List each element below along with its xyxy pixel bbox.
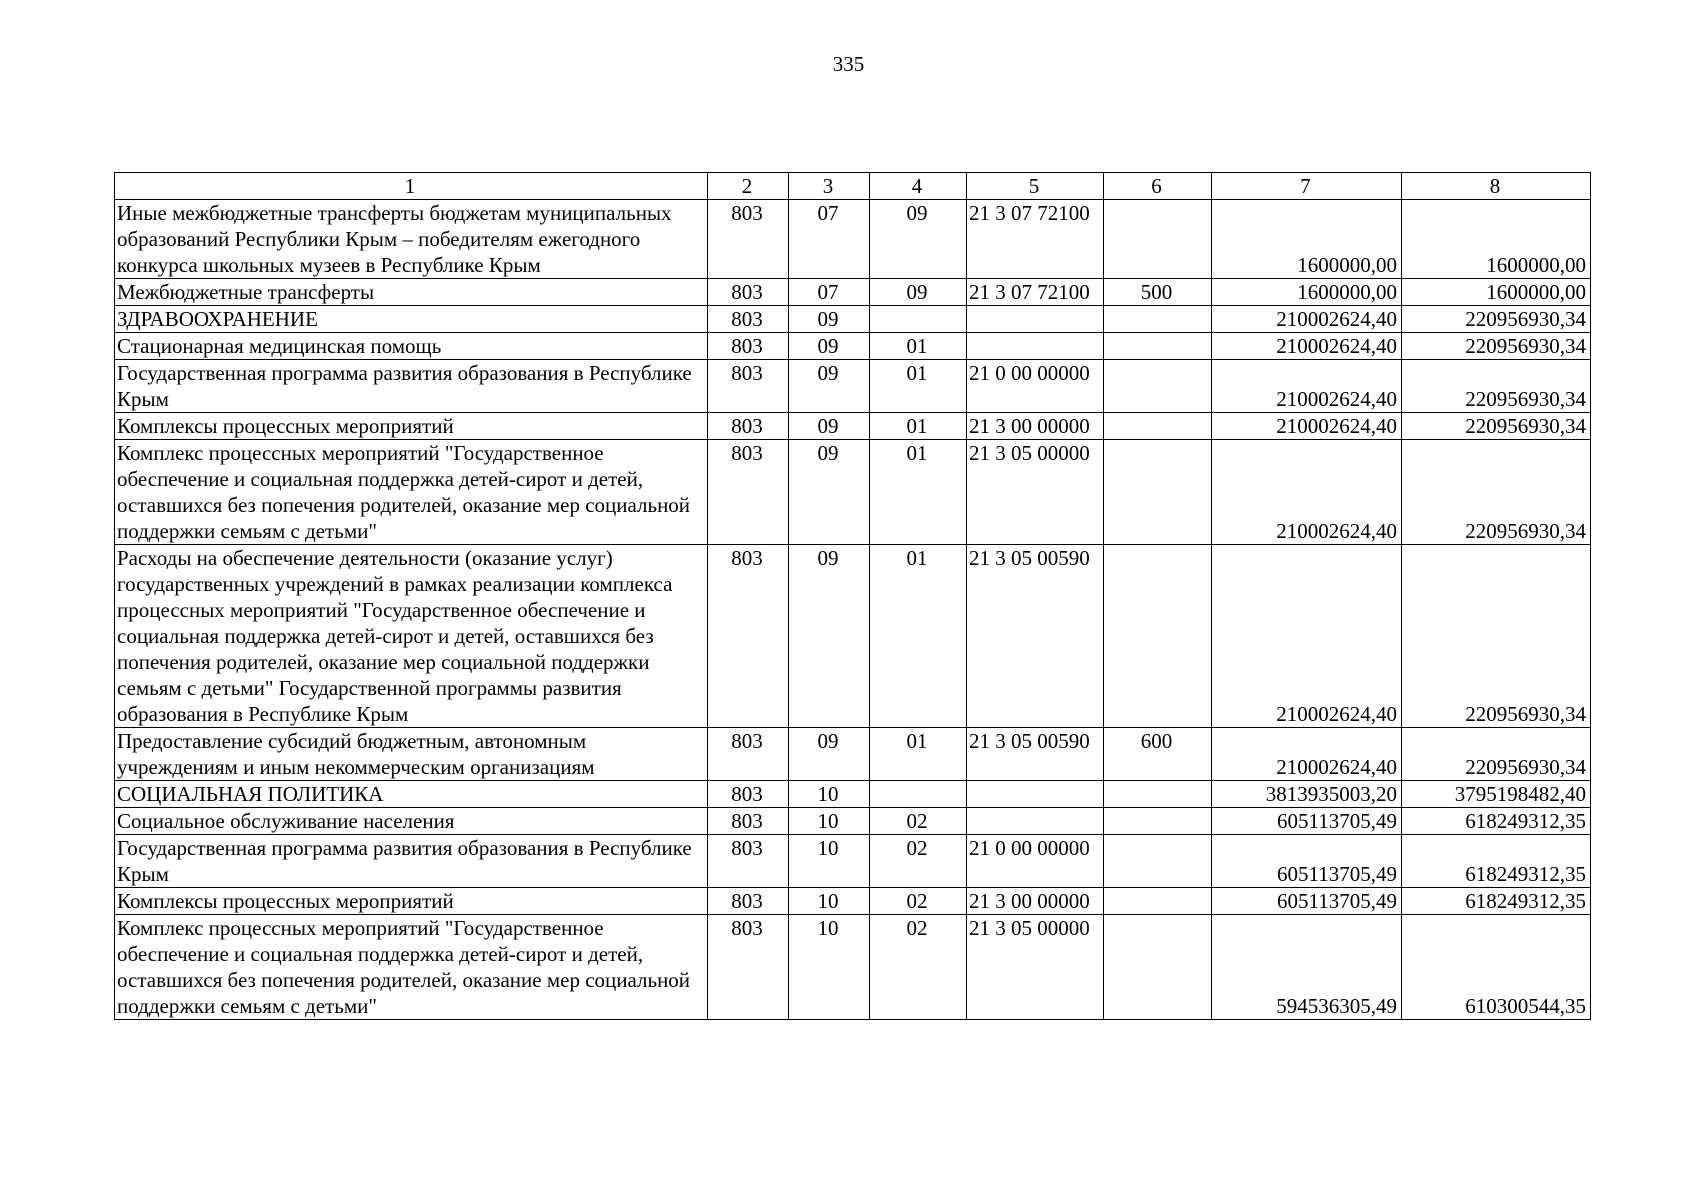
row-subsection-cell: 02 [870,808,967,835]
row-amount-2-cell: 618249312,35 [1402,888,1591,915]
row-subsection-cell: 02 [870,888,967,915]
row-section-cell: 07 [789,200,870,279]
row-expense-type-cell [1104,360,1212,413]
row-admin-code-cell: 803 [708,781,789,808]
header-cell-5: 5 [967,173,1104,200]
row-expense-type-cell [1104,333,1212,360]
row-amount-2-cell: 618249312,35 [1402,808,1591,835]
row-section-cell: 10 [789,835,870,888]
row-amount-2-cell: 220956930,34 [1402,413,1591,440]
row-section-cell: 09 [789,440,870,545]
row-expense-type-cell [1104,915,1212,1020]
row-expense-type-cell: 500 [1104,279,1212,306]
row-name-cell: ЗДРАВООХРАНЕНИЕ [115,306,708,333]
row-target-article-cell: 21 3 05 00000 [967,915,1104,1020]
row-name-cell: СОЦИАЛЬНАЯ ПОЛИТИКА [115,781,708,808]
row-amount-1-cell: 210002624,40 [1212,360,1402,413]
row-target-article-cell [967,808,1104,835]
row-target-article-cell: 21 3 00 00000 [967,413,1104,440]
row-amount-1-cell: 210002624,40 [1212,440,1402,545]
table-row [115,413,1591,440]
row-target-article-cell: 21 3 05 00590 [967,728,1104,781]
table-row [115,835,1591,888]
row-amount-1-cell: 594536305,49 [1212,915,1402,1020]
row-amount-2-cell: 220956930,34 [1402,306,1591,333]
row-name-cell: Расходы на обеспечение деятельности (оказание услуг) государственных учреждений в рамках реализации комплекса процессных мероприятий "Государственное обеспечение и социальная поддержка детей-сирот и детей, оставшихся без попечения родителей, оказание мер социальной поддержки семьям с детьми" Государственной программы развития образования в Республике Крым [115,545,708,728]
table-header-row [115,173,1591,200]
row-section-cell: 09 [789,360,870,413]
row-section-cell: 10 [789,915,870,1020]
row-section-cell: 09 [789,728,870,781]
table-row [115,808,1591,835]
table-row [115,440,1591,545]
table-row [115,888,1591,915]
row-section-cell: 09 [789,333,870,360]
row-admin-code-cell: 803 [708,279,789,306]
row-amount-2-cell: 610300544,35 [1402,915,1591,1020]
row-target-article-cell [967,333,1104,360]
row-section-cell: 10 [789,781,870,808]
row-expense-type-cell [1104,781,1212,808]
row-name-cell: Государственная программа развития образования в Республике Крым [115,835,708,888]
row-target-article-cell: 21 3 07 72100 [967,279,1104,306]
row-name-cell: Стационарная медицинская помощь [115,333,708,360]
row-subsection-cell: 01 [870,440,967,545]
row-subsection-cell: 01 [870,333,967,360]
row-amount-1-cell: 210002624,40 [1212,413,1402,440]
row-expense-type-cell [1104,306,1212,333]
row-subsection-cell [870,306,967,333]
row-amount-1-cell: 210002624,40 [1212,545,1402,728]
row-amount-2-cell: 618249312,35 [1402,835,1591,888]
row-name-cell: Иные межбюджетные трансферты бюджетам муниципальных образований Республики Крым – победителям ежегодного конкурса школьных музеев в Республике Крым [115,200,708,279]
row-amount-2-cell: 1600000,00 [1402,200,1591,279]
table-row [115,781,1591,808]
row-subsection-cell: 01 [870,728,967,781]
row-expense-type-cell [1104,808,1212,835]
row-admin-code-cell: 803 [708,333,789,360]
row-admin-code-cell: 803 [708,413,789,440]
row-expense-type-cell: 600 [1104,728,1212,781]
row-expense-type-cell [1104,835,1212,888]
row-name-cell: Комплекс процессных мероприятий "Государственное обеспечение и социальная поддержка детей-сирот и детей, оставшихся без попечения родителей, оказание мер социальной поддержки семьям с детьми" [115,440,708,545]
row-subsection-cell [870,781,967,808]
row-target-article-cell: 21 0 00 00000 [967,360,1104,413]
row-subsection-cell: 01 [870,360,967,413]
row-name-cell: Комплексы процессных мероприятий [115,888,708,915]
header-cell-8: 8 [1402,173,1591,200]
row-amount-1-cell: 605113705,49 [1212,888,1402,915]
row-admin-code-cell: 803 [708,728,789,781]
row-admin-code-cell: 803 [708,888,789,915]
row-admin-code-cell: 803 [708,440,789,545]
row-admin-code-cell: 803 [708,360,789,413]
header-cell-2: 2 [708,173,789,200]
row-name-cell: Социальное обслуживание населения [115,808,708,835]
row-name-cell: Комплекс процессных мероприятий "Государственное обеспечение и социальная поддержка детей-сирот и детей, оставшихся без попечения родителей, оказание мер социальной поддержки семьям с детьми" [115,915,708,1020]
row-amount-2-cell: 220956930,34 [1402,360,1591,413]
row-admin-code-cell: 803 [708,306,789,333]
row-target-article-cell: 21 3 05 00590 [967,545,1104,728]
table-body [115,173,1591,1020]
table-row [115,915,1591,1020]
row-admin-code-cell: 803 [708,835,789,888]
row-amount-1-cell: 210002624,40 [1212,306,1402,333]
row-expense-type-cell [1104,413,1212,440]
table-row [115,333,1591,360]
row-amount-1-cell: 1600000,00 [1212,200,1402,279]
row-section-cell: 07 [789,279,870,306]
header-cell-7: 7 [1212,173,1402,200]
row-amount-1-cell: 3813935003,20 [1212,781,1402,808]
row-target-article-cell: 21 3 00 00000 [967,888,1104,915]
header-cell-6: 6 [1104,173,1212,200]
row-expense-type-cell [1104,545,1212,728]
row-amount-1-cell: 605113705,49 [1212,808,1402,835]
header-cell-3: 3 [789,173,870,200]
row-name-cell: Государственная программа развития образования в Республике Крым [115,360,708,413]
row-expense-type-cell [1104,200,1212,279]
row-expense-type-cell [1104,440,1212,545]
row-amount-1-cell: 605113705,49 [1212,835,1402,888]
page-number: 335 [832,52,865,76]
row-section-cell: 09 [789,306,870,333]
header-cell-4: 4 [870,173,967,200]
row-amount-1-cell: 210002624,40 [1212,333,1402,360]
table-row [115,200,1591,279]
row-name-cell: Межбюджетные трансферты [115,279,708,306]
row-target-article-cell: 21 0 00 00000 [967,835,1104,888]
row-admin-code-cell: 803 [708,545,789,728]
budget-table [114,172,1591,1020]
row-section-cell: 10 [789,808,870,835]
row-name-cell: Комплексы процессных мероприятий [115,413,708,440]
header-cell-1: 1 [115,173,708,200]
row-section-cell: 10 [789,888,870,915]
row-subsection-cell: 01 [870,413,967,440]
row-target-article-cell: 21 3 05 00000 [967,440,1104,545]
row-admin-code-cell: 803 [708,915,789,1020]
row-amount-1-cell: 210002624,40 [1212,728,1402,781]
row-amount-2-cell: 3795198482,40 [1402,781,1591,808]
row-target-article-cell: 21 3 07 72100 [967,200,1104,279]
table-row [115,545,1591,728]
row-expense-type-cell [1104,888,1212,915]
row-section-cell: 09 [789,545,870,728]
row-amount-2-cell: 220956930,34 [1402,545,1591,728]
row-subsection-cell: 09 [870,279,967,306]
row-subsection-cell: 09 [870,200,967,279]
row-subsection-cell: 02 [870,915,967,1020]
row-amount-2-cell: 1600000,00 [1402,279,1591,306]
table-row [115,279,1591,306]
table-row [115,306,1591,333]
table-row [115,728,1591,781]
row-amount-2-cell: 220956930,34 [1402,440,1591,545]
row-admin-code-cell: 803 [708,808,789,835]
row-amount-2-cell: 220956930,34 [1402,728,1591,781]
row-section-cell: 09 [789,413,870,440]
row-target-article-cell [967,781,1104,808]
row-name-cell: Предоставление субсидий бюджетным, автономным учреждениям и иным некоммерческим организациям [115,728,708,781]
row-target-article-cell [967,306,1104,333]
row-amount-1-cell: 1600000,00 [1212,279,1402,306]
row-amount-2-cell: 220956930,34 [1402,333,1591,360]
row-admin-code-cell: 803 [708,200,789,279]
row-subsection-cell: 01 [870,545,967,728]
row-subsection-cell: 02 [870,835,967,888]
table-row [115,360,1591,413]
